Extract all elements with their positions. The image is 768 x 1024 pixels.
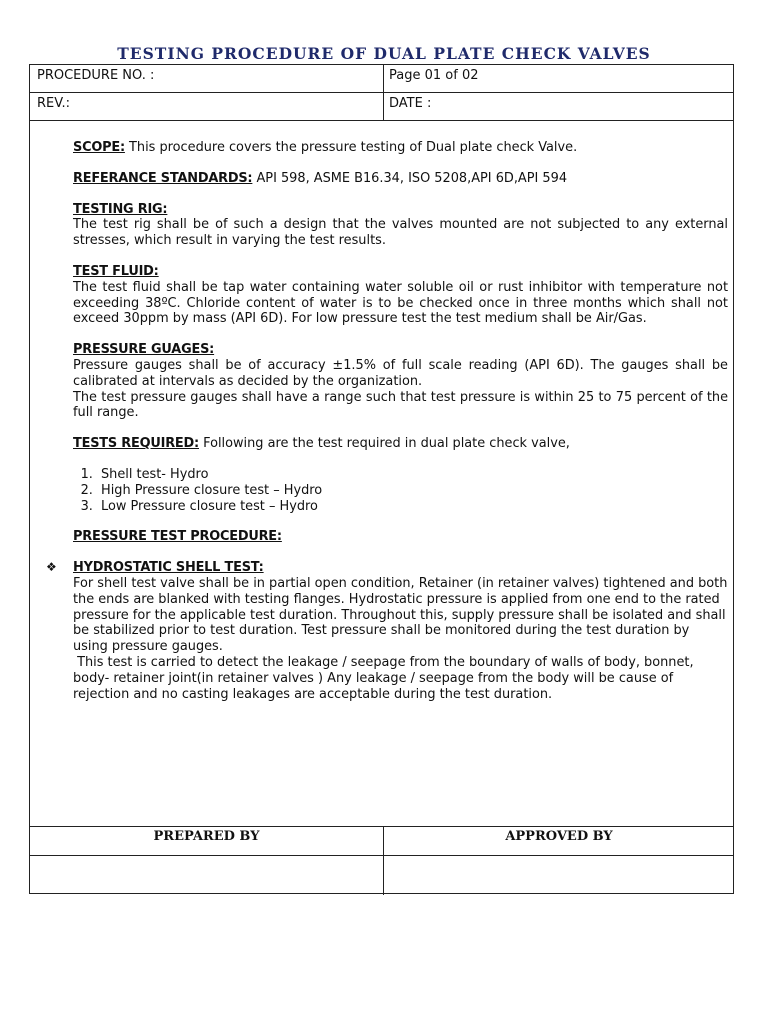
shell-test-leakage-text: This test is carried to detect the leakage / seepage from the boundary of walls of body, bonnet, body- retainer joint(in retainer valves ) Any leakage / seepage from the body will be cause of rejection and no casting leakages are acceptable during the test duration. xyxy=(73,654,694,702)
page-number: Page 01 of 02 xyxy=(389,68,479,83)
rig-text: The test rig shall be of such a design that the valves mounted are not subjected to any external stresses, which result in varying the test results. xyxy=(73,217,728,249)
divider xyxy=(383,65,384,120)
scope-section xyxy=(73,140,728,156)
standards-text: API 598, ASME B16.34, ISO 5208,API 6D,API 594 xyxy=(256,170,568,186)
standards-heading: REFERANCE STANDARDS: xyxy=(73,170,253,186)
procedure-form xyxy=(29,64,734,894)
shell-test-text: For shell test valve shall be in partial open condition, Retainer (in retainer valves) tightened and both the ends are blanked with testing flanges. Hydrostatic pressure is applied from one end to the rated pressure for the applicable test duration. Throughout this, supply pressure shall be isolated and shall be stabilized prior to test duration. Test pressure shall be monitored during the test duration by using pressure gauges. xyxy=(73,575,728,655)
tests-section xyxy=(73,436,728,452)
prepared-by-signature xyxy=(30,856,383,894)
scope-text: This procedure covers the pressure testing of Dual plate check Valve. xyxy=(129,140,578,155)
procedure-body xyxy=(46,140,728,702)
divider xyxy=(30,92,733,93)
fluid-text: The test fluid shall be tap water containing water soluble oil or rust inhibitor with temperature not exceeding 38ºC. Chloride content of water is to be checked once in three months which shall not exceed 30ppm by mass (API 6D). For low pressure test the test medium shall be Air/Gas. xyxy=(73,279,728,327)
rig-heading: TESTING RIG: xyxy=(73,201,168,217)
procedure-no-label: PROCEDURE NO. : xyxy=(37,68,155,83)
list-item: 3. Low Pressure closure test – Hydro xyxy=(97,499,728,515)
gauges-range-text: The test pressure gauges shall have a range such that test pressure is within 25 to 75 percent of the full range. xyxy=(73,389,728,421)
standards-section xyxy=(73,171,728,187)
shell-test-section xyxy=(46,560,728,702)
date-label: DATE : xyxy=(389,96,432,111)
diamond-bullet-icon: ❖ xyxy=(46,560,57,575)
list-item: 2. High Pressure closure test – Hydro xyxy=(97,483,728,499)
tests-text: Following are the test required in dual plate check valve, xyxy=(203,436,570,452)
tests-heading: TESTS REQUIRED: xyxy=(73,436,199,452)
gauges-heading: PRESSURE GUAGES: xyxy=(73,342,215,358)
approved-by-signature xyxy=(384,856,734,894)
procedure-heading: PRESSURE TEST PROCEDURE: xyxy=(73,529,282,545)
gauges-section xyxy=(73,342,728,389)
divider xyxy=(30,826,733,827)
tests-list xyxy=(73,467,728,514)
rev-label: REV.: xyxy=(37,96,70,111)
prepared-by-label: PREPARED BY xyxy=(153,829,260,844)
shell-test-heading: HYDROSTATIC SHELL TEST: xyxy=(73,560,264,576)
document-title: TESTING PROCEDURE OF DUAL PLATE CHECK VALVES xyxy=(117,44,651,63)
approved-by-label: APPROVED BY xyxy=(505,829,613,844)
list-item: 1. Shell test- Hydro xyxy=(97,467,728,483)
fluid-section xyxy=(73,264,728,327)
rig-section xyxy=(73,202,728,249)
scope-heading: SCOPE: xyxy=(73,140,125,155)
gauges-text: Pressure gauges shall be of accuracy ±1.5% of full scale reading (API 6D). The gauges shall be calibrated at intervals as decided by the organization. xyxy=(73,357,728,389)
fluid-heading: TEST FLUID: xyxy=(73,263,159,279)
divider xyxy=(30,120,733,121)
